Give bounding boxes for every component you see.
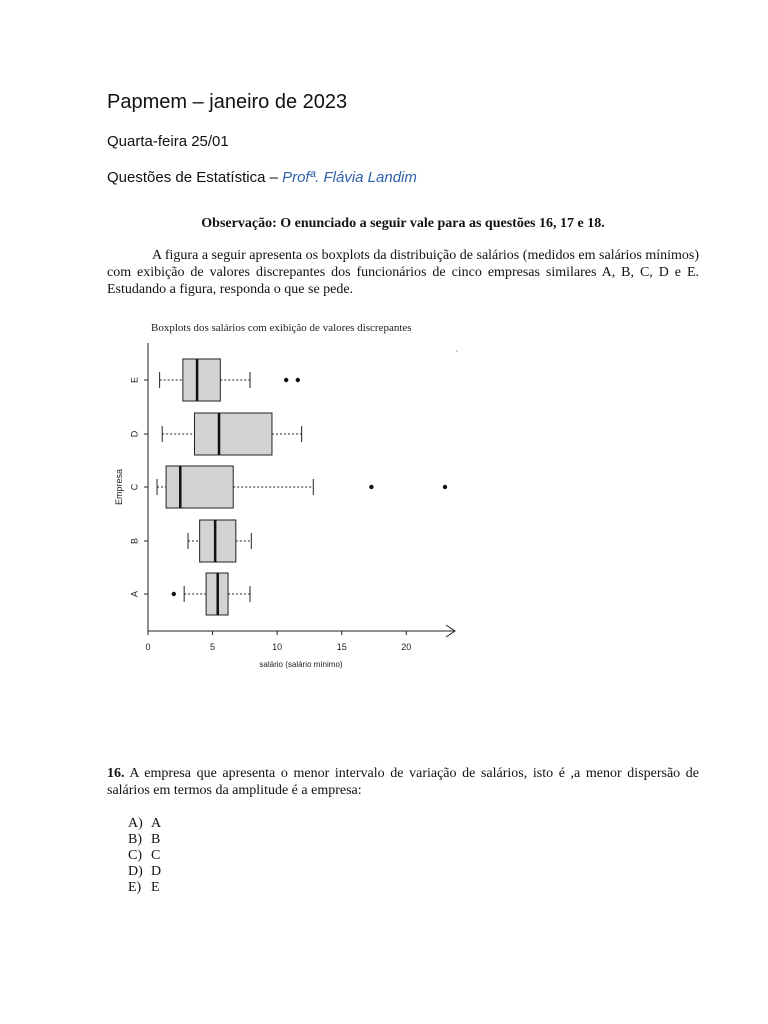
- y-tick-label-a: A: [129, 590, 140, 598]
- option-e[interactable]: [128, 880, 161, 896]
- x-tick-label-5: 5: [210, 642, 216, 652]
- iqr-box: [183, 359, 220, 401]
- box-d: [129, 413, 301, 455]
- x-tick-label-0: 0: [145, 642, 151, 652]
- option-letter: B): [128, 832, 142, 847]
- outlier-point: [296, 378, 300, 382]
- observation-note: Observação: O enunciado a seguir vale para as questões 16, 17 e 18.: [201, 216, 605, 231]
- answer-options: [128, 816, 161, 896]
- iqr-box: [166, 466, 233, 508]
- option-letter: C): [128, 848, 142, 863]
- outlier-point: [369, 485, 373, 489]
- boxplot-chart: [105, 315, 465, 675]
- plot-area: [129, 343, 457, 652]
- question-number: 16.: [107, 766, 125, 781]
- iqr-box: [194, 413, 271, 455]
- option-letter: A): [128, 816, 143, 831]
- x-axis-label: salário (salário mínimo): [259, 660, 343, 669]
- option-b[interactable]: [128, 832, 161, 848]
- date-line: Quarta-feira 25/01: [107, 133, 229, 150]
- option-text: D: [151, 864, 162, 879]
- y-axis-label: Empresa: [114, 468, 124, 506]
- boxplot-figure: [105, 315, 465, 675]
- intro-paragraph: A figura a seguir apresenta os boxplots da distribuição de salários (medidos em salários mínimos) com exibição de valores discrepantes dos funcionários de cinco empresas similares A, B, C, D e E. Estudando a figura, responda o que se pede.: [107, 248, 699, 297]
- option-text: C: [151, 848, 161, 863]
- x-tick-label-20: 20: [401, 642, 412, 652]
- box-e: [129, 359, 300, 401]
- teacher-name: Profª. Flávia Landim: [282, 169, 417, 186]
- option-text: B: [151, 832, 161, 847]
- option-d[interactable]: [128, 864, 161, 880]
- option-c[interactable]: [128, 848, 161, 864]
- subject-line: [107, 169, 417, 186]
- chart-title: Boxplots dos salários com exibição de valores discrepantes: [151, 322, 412, 334]
- outlier-point: [284, 378, 288, 382]
- question-text: A empresa que apresenta o menor intervalo de variação de salários, isto é ,a menor dispersão de salários em termos da amplitude é a empresa:: [107, 766, 699, 798]
- outlier-point: [443, 485, 447, 489]
- option-letter: D): [128, 864, 143, 879]
- iqr-box: [200, 520, 236, 562]
- x-tick-label-15: 15: [336, 642, 347, 652]
- question-16: [107, 765, 699, 799]
- box-a: [129, 573, 250, 615]
- y-tick-label-e: E: [129, 376, 140, 384]
- box-c: [129, 466, 447, 508]
- outlier-point: [172, 592, 176, 596]
- option-text: A: [151, 816, 162, 831]
- stray-dot: [456, 350, 457, 351]
- x-tick-label-10: 10: [272, 642, 283, 652]
- subject-label: Questões de Estatística –: [107, 169, 283, 186]
- y-tick-label-d: D: [129, 430, 140, 438]
- option-letter: E): [128, 880, 142, 895]
- option-a[interactable]: [128, 816, 161, 832]
- y-tick-label-c: C: [129, 483, 140, 491]
- option-text: E: [151, 880, 160, 895]
- page-title: Papmem – janeiro de 2023: [107, 91, 348, 113]
- y-tick-label-b: B: [129, 537, 140, 545]
